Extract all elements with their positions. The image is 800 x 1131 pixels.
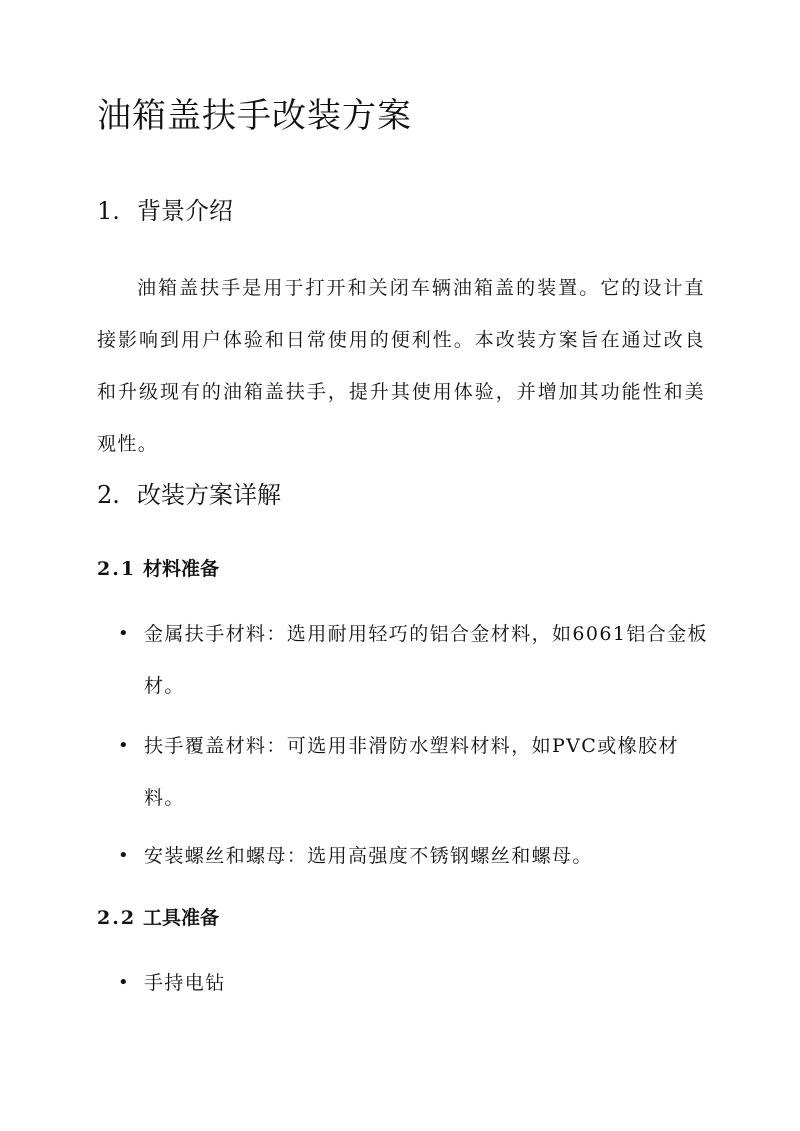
section-2-number: 2. [97,481,120,509]
section-2-title: 改装方案详解 [137,481,281,509]
list-item-text: 手持电钻 [144,972,226,994]
bullet-icon: • [118,972,129,993]
section-1-number: 1. [97,197,120,225]
subsection-2-1-heading [97,555,219,583]
subsection-2-1-number: 2.1 [97,558,137,580]
bullet-icon: • [118,845,129,866]
subsection-2-2-number: 2.2 [97,907,137,929]
bullet-icon: • [118,735,129,756]
subsection-2-2-heading [97,904,219,932]
list-item-text: 扶手覆盖材料：可选用非滑防水塑料材料，如PVC或橡胶材料。 [144,735,679,809]
section-1-heading [97,195,233,227]
list-item [118,608,708,712]
subsection-2-1-title: 材料准备 [143,558,220,580]
subsection-2-2-title: 工具准备 [143,907,220,929]
section-2-heading [97,479,281,511]
list-item [118,720,708,824]
list-item [118,830,708,882]
list-item-text: 安装螺丝和螺母：选用高强度不锈钢螺丝和螺母。 [144,845,593,867]
list-item-text: 金属扶手材料：选用耐用轻巧的铝合金材料，如6061铝合金板材。 [144,623,708,697]
bullet-icon: • [118,623,129,644]
section-1-paragraph: 油箱盖扶手是用于打开和关闭车辆油箱盖的装置。它的设计直接影响到用户体验和日常使用的便利性。本改装方案旨在通过改良和升级现有的油箱盖扶手，提升其使用体验，并增加其功能性和美观性。 [97,277,705,455]
list-item [118,957,708,1009]
document-title: 油箱盖扶手改装方案 [97,96,412,136]
section-1-title: 背景介绍 [137,197,233,225]
